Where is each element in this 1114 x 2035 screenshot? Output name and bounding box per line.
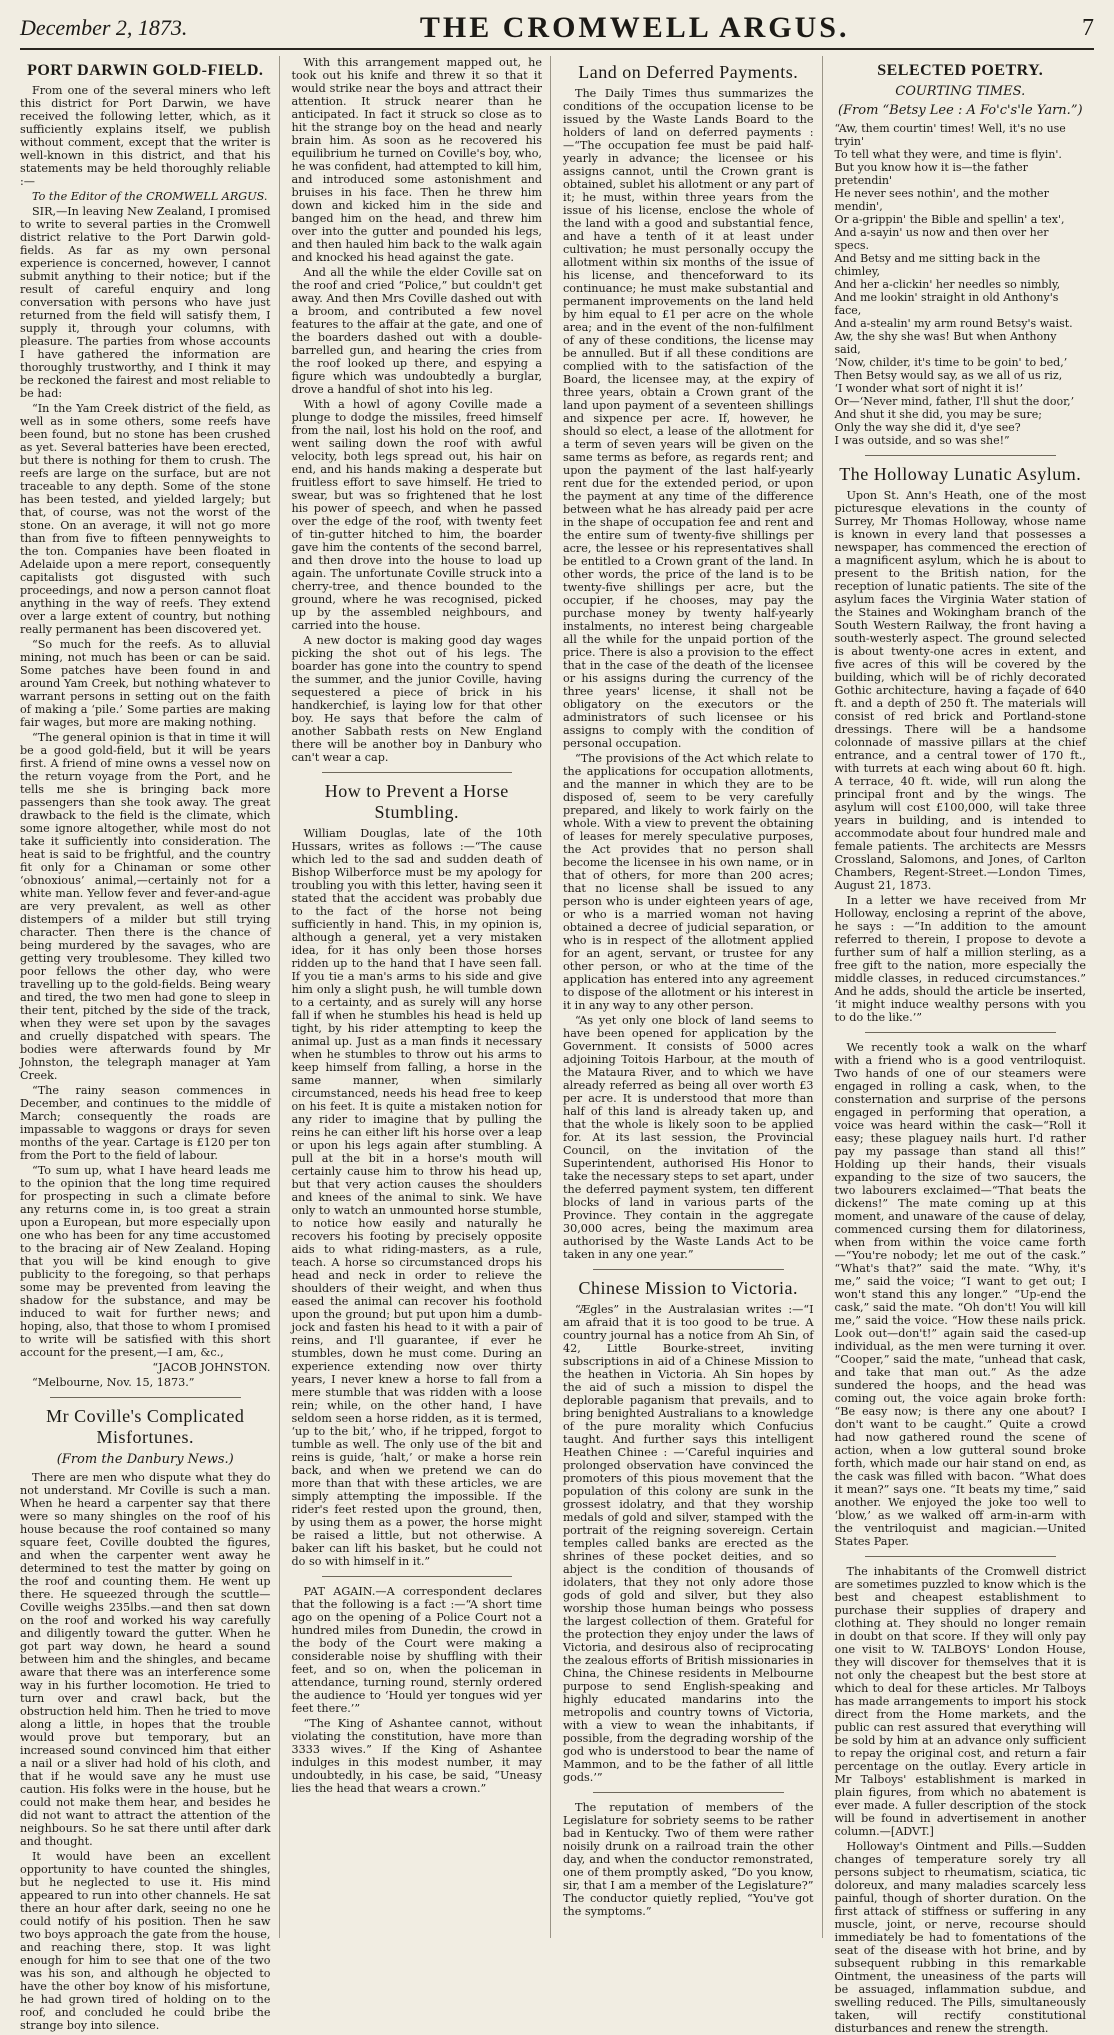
divider: [322, 1576, 513, 1577]
poem-line: Then Betsy would say, as we all of us riz,: [834, 369, 1063, 382]
paragraph: And all the while the elder Coville sat on the roof and cried “Police,” but couldn't get away. And then Mrs Coville dashed out with a broom, and contributed a few novel features to the affair at the gate, and one of the boarders dashed out with a double-barrelled gun, and hearing the cries from the roof looked up there, and espying a figure which was undoubtedly a burglar, drove a handful of shot into his leg.: [291, 266, 542, 396]
poem-title: COURTING TIMES.: [895, 84, 1026, 99]
article-columns: [20, 56, 1094, 2035]
page-number: 7: [1081, 14, 1094, 41]
column-1: [20, 56, 280, 2032]
column-2: [292, 56, 552, 1938]
advertisement-holloway-pills: Holloway's Ointment and Pills.—Sudden changes of temperature sorely try all persons subject to rheumatism, sciatica, tic doloreux, and many maladies scarcely less painful, though of shorter duration. On the first attack of stiffness or suffering in any muscle, joint, or nerve, recourse should immediately be had to fomentations of the seat of the disease with hot brine, and by subsequent rubbing in this remarkable Ointment, the uneasiness of the parts will be assuaged, inflammation subdue, and swelling reduced. The Pills, simultaneously taken, will rectify constitutional disturbances and renew the strength.: [834, 1840, 1086, 2035]
poem-body: [835, 122, 1087, 447]
paragraph: In a letter we have received from Mr Holloway, enclosing a reprint of the above, he says : —“In addition to the amount referred to therein, I propose to devote a further sum of half a million sterling, as a free gift to the nation, more especially the middle classes, in reduced circumstances.” And he adds, should the article be inserted, ‘it might induce wealthy persons with you to do the like.’”: [834, 894, 1086, 1024]
headline-port-darwin: PORT DARWIN GOLD-FIELD.: [27, 62, 264, 79]
article-source: (From the Danbury News.): [56, 1452, 234, 1467]
newspaper-title: THE CROMWELL ARGUS.: [419, 11, 850, 44]
poem-line: Only the way she did it, d'ye see?: [834, 421, 1021, 434]
paragraph: “In the Yam Creek district of the field, as well as in some others, some reefs have been found, but no stone has been crushed as yet. Several batteries have been erected, but there is nothing for them to crush. The reefs are large on the surface, but are not traceable to any depth. Some of the stone has been tested, and yielded largely; but that, of course, was not the worst of the stone. On an average, it will not go more than from five to fifteen pennyweights to the ton. Companies have been floated in Adelaide upon a mere report, consequently capitalists got disgusted with such proceedings, and now a person cannot float anything in the way of reefs. They extend over a large extent of country, but nothing really permanent has been discovered yet.: [20, 402, 271, 636]
letter-signature: “JACOB JOHNSTON.: [152, 1361, 271, 1374]
divider: [865, 455, 1057, 456]
poem-source: (From “Betsy Lee : A Fo'c's'le Yarn.”): [837, 103, 1083, 118]
poem-line: Aw, the shy she was! But when Anthony said,: [834, 330, 1060, 356]
paragraph: PAT AGAIN.—A correspondent declares that the following is a fact :—“A short time ago on the opening of a Police Court not a hundred miles from Dunedin, the crowd in the body of the Court were making a considerable noise by shuffling with their feet, and so on, when the policeman in attendance, turning round, sternly ordered the audience to ‘Hould yer tongues wid yer feet there.’”: [291, 1585, 542, 1715]
paragraph: It would have been an excellent opportunity to have counted the shingles, but he neglected to use it. His mind appeared to run into other channels. He sat there an hour after dark, seeing no one he could notify of his position. Then he saw two boys approach the gate from the house, and reaching there, stop. It was light enough for him to see that one of the two was his son, and although he objected to have the other boy know of his misfortune, he had grown tired of holding on to the roof, and concluded he could bribe the strange boy into silence.: [20, 1850, 271, 2032]
divider: [322, 772, 513, 773]
poem-line: And her a-clickin' her needles so nimbly,: [834, 278, 1061, 291]
poem-line: And a-sayin' us now and then over her specs.: [834, 226, 1052, 252]
paragraph: The reputation of members of the Legislature for sobriety seems to be rather bad in Kentucky. Two of them were rather noisily drunk on a railroad train the other day, and when the conductor remonstrated, one of them promptly asked, “Do you know, sir, that I am a member of the Legislature?” The conductor quietly replied, “You've got the symptoms.”: [563, 1801, 814, 1918]
poem-line: But you know how it is—the father pretendin': [834, 161, 1032, 187]
paragraph: With a howl of agony Coville made a plunge to dodge the missiles, freed himself from the nail, lost his hold on the roof, and went sailing down the roof with awful velocity, both legs spread out, his hair on end, and his hands making a desperate but fruitless effort to save himself. He tried to swear, but was so frightened that he lost his power of speech, and when he passed over the edge of the roof, with twenty feet of tin-gutter hitched to him, the boarder gave him the contents of the second barrel, and then drove into the house to load up again. The unfortunate Coville struck into a cherry-tree, and thence bounded to the ground, where he was recognised, picked up by the assembled neighbours, and carried into the house.: [291, 398, 542, 632]
headline-chinese-mission: Chinese Mission to Victoria.: [578, 1278, 799, 1298]
paragraph: William Douglas, late of the 10th Hussars, writes as follows :—“The cause which led to the sad and sudden death of Bishop Wilberforce must be my apology for troubling you with this letter, having seen it stated that the accident was probably due to the fact of the horse not being sufficiently in hand. This, in my opinion is, although a general, yet a very mistaken idea, for it has only been those horses ridden up to the hand that I have seen fall. If you tie a man's arms to his side and give him only a slight push, he will tumble down to a certainty, and as surely will any horse fall if when he stumbles his head is held up tight, by his rider attempting to keep the animal up. Just as a man finds it necessary when he stumbles to throw out his arms to keep himself from falling, a horse in the same manner, when similarly circumstanced, needs his head free to keep on his feet. It is quite a mistaken notion for any rider to imagine that by pulling the reins he can either lift his horse over a leap or upon his legs again after stumbling. A pull at the bit in a horse's mouth will certainly cause him to throw his head up, but that very action causes the shoulders and knees of the animal to sink. We have only to watch an unmounted horse stumble, to notice how easily and naturally he recovers his footing by precisely opposite aids to what riding-masters, as a rule, teach. A horse so circumstanced drops his head and neck in order to relieve the shoulders of their weight, and when thus eased the animal can recover his foothold upon the ground; but put upon him a dumb-jock and fasten his head to it with a pair of reins, and I'll guarantee, if ever he stumbles, down he must come. During an experience extending now over thirty years, I never knew a horse to fall from a mere stumble that was ridden with a loose rein; while, on the other hand, I have seldom seen a horse ridden, as it is termed, ‘up to the bit,’ who, if he tripped, forgot to tumble as well. The only use of the bit and reins is guide, ‘halt,’ or make a horse rein back, and when we pretend we can do more than that with these articles, we are simply attempting the impossible. If the rider's feet rested upon the ground, then, by using them as a power, the horse might be raised a little, but not otherwise. A baker can lift his basket, but he could not do so with himself in it.”: [291, 827, 542, 1568]
paragraph: “Ægles” in the Australasian writes :—“I am afraid that it is too good to be true. A country journal has a notice from Ah Sin, of 42, Little Bourke-street, inviting subscriptions in aid of a Chinese Mission to the heathen in Victoria. Ah Sin hopes by the aid of such a mission to dispel the deplorable paganism that prevails, and to bring benighted Australians to a knowledge of the pure morality which Confucius taught. And further says this intelligent Heathen Chinee : —‘Careful inquiries and prolonged observation have convinced the promoters of this pious movement that the population of this colony are sunk in the grossest idolatry, and that they worship medals of gold and silver, stamped with the portrait of the reigning sovereign. Certain temples called banks are erected as the shrines of these pocket deities, and so abject is the condition of thousands of idolaters, that they not only adore those gods of gold and silver, but they also worship those human beings who possess the largest collection of them. Grateful for the protection they enjoy under the laws of Victoria, and desirous also of reciprocating the zealous efforts of British missionaries in China, the Chinese residents in Melbourne purpose to send English-speaking and highly educated mandarins into the metropolis and country towns of Victoria, with a view to wean the inhabitants, if possible, from the degrading worship of the god who is understood to bear the name of Mammon, and to be the father of all little gods.’”: [563, 1303, 814, 1784]
paragraph: “So much for the reefs. As to alluvial mining, not much has been or can be said. Some patches have been found in and around Yam Creek, but nothing whatever to warrant persons in setting out on the faith of making a ‘pile.’ Some parties are making fair wages, but more are making nothing.: [20, 638, 271, 729]
divider: [865, 1032, 1057, 1033]
poem-line: And me lookin' straight in old Anthony's face,: [834, 291, 1062, 317]
headline-poetry: SELECTED POETRY.: [877, 62, 1044, 79]
divider: [50, 1397, 241, 1398]
column-4: [834, 56, 1095, 2035]
paragraph: There are men who dispute what they do not understand. Mr Coville is such a man. When he heard a carpenter say that there were so many shingles on the roof of his house because the roof contained so many square feet, Coville doubted the figures, and when the carpenter went away he determined to test the matter by going on the roof and counting them. He went up there. He squeezed through the scuttle—Coville weighs 235lbs.—and then sat down on the roof and worked his way carefully and diligently toward the gutter. When he got part way down, he heard a sound between him and the shingles, and became aware that there was an interference some way in his further locomotion. He tried to turn over and crawl back, but the obstruction held him. Then he tried to move along a little, in hopes that the trouble would prove but temporary, but an increased sound convinced him that either a nail or a sliver had hold of his cloth, and that if he would save any he must use caution. His folks were in the house, but he could not make them hear, and besides he did not want to attract the attention of the neighbours. So he sat there until after dark and thought.: [20, 1471, 271, 1848]
paragraph: “The provisions of the Act which relate to the applications for occupation allotments, and the manner in which they are to be disposed of, seem to be very carefully prepared, and likely to work fairly on the whole. With a view to prevent the obtaining of leases for merely speculative purposes, the Act provides that no person shall become the licensee in his own name, or in that of others, for more than 200 acres; that no license shall be issued to any person who is under eighteen years of age, or who is a married woman not having obtained a decree of judicial separation, or who is in respect of the allotment applied for an agent, servant, or trustee for any other person, or who at the time of the application has entered into any agreement to dispose of the allotment or his interest in it in any way to any other person.: [563, 752, 814, 1012]
poem-line: I was outside, and so was she!”: [834, 434, 1010, 447]
poem-line: ‘Now, childer, it's time to be goin' to bed,’: [834, 356, 1068, 369]
issue-date: December 2, 1873.: [20, 15, 188, 40]
paragraph: “The King of Ashantee cannot, without violating the constitution, have more than 3333 wives.” If the King of Ashantee indulges in this modest number, it may undoubtedly, in his case, be said, “Uneasy lies the head that wears a crown.”: [291, 1717, 542, 1795]
headline-coville: Mr Coville's Complicated Misfortunes.: [46, 1406, 245, 1447]
letter-address: To the Editor of the CROMWELL ARGUS.: [32, 190, 268, 203]
paragraph: We recently took a walk on the wharf with a friend who is a good ventriloquist. Two hands of one of our steamers were engaged in rolling a cask, when, to the consternation and surprise of the persons engaged in performing that operation, a voice was heard within the cask—“Roll it easy; these plaguey nails hurt. I'd rather pay my passage than stand all this!” Holding up their hands, their visuals expanding to the size of two saucers, the two labourers exclaimed—“That beats the dickens!” The mate coming up at this moment, and unaware of the cause of delay, commenced cursing them for dilatoriness, when from within the voice came forth —“You're nobody; let me out of the cask.” “What's that?” said the mate. “Why, it's me,” said the voice; “I want to get out; I won't stand this any longer.” “Up-end the cask,” said the mate. “Oh don't! You will kill me,” said the voice. “How these nails prick. Look out—don't!” again said the cased-up individual, as the men were turning it over. “Cooper,” said the mate, “unhead that cask, and take that man out.” As the adze sundered the hoops, and the head was coming out, the voice again broke forth: “Be easy now; is there any one about? I don't want to be caught.” Quite a crowd had now gathered round the scene of action, when a low gutteral sound broke forth, which made our hair stand on end, as the cask was filled with bacon. “What does it mean?” says one. “It beats my time,” said another. We enjoyed the joke too well to ‘blow,’ as we walked off arm-in-arm with the ventriloquist and magician.—United States Paper.: [834, 1041, 1086, 1548]
paragraph: With this arrangement mapped out, he took out his knife and threw it so that it would strike near the boys and attract their attention. It struck nearer than he anticipated. In fact it struck so close as to hit the strange boy on the head and nearly brain him. As soon as he recovered his equilibrium he turned on Coville's boy, who, he was confident, had attempted to kill him, and introduced some astonishment and bruises in his face. Then he threw him down and kicked him in the side and banged him on the head, and threw him over into the gutter and pounded his legs, and then hauled him back to the walk again and knocked his head against the gate.: [291, 56, 542, 264]
paragraph: “To sum up, what I have heard leads me to the opinion that the long time required for prospecting in such a climate before any returns come in, is too great a strain upon a European, but more especially upon one who has been for any time accustomed to the bracing air of New Zealand. Hoping that you will be kind enough to give publicity to the foregoing, so that perhaps some may be prevented from leaving the shadow for the substance, and may be induced to wait for further news; and hoping, also, that those to whom I promised to write will be satisfied with this short account for the present,—I am, &c.,: [20, 1164, 271, 1359]
poem-line: ‘I wonder what sort of night it is!’: [834, 382, 1024, 395]
poem-line: And Betsy and me sitting back in the chimley,: [834, 252, 1044, 278]
poem-line: To tell what they were, and time is flyin'.: [834, 148, 1062, 161]
headline-holloway-asylum: The Holloway Lunatic Asylum.: [839, 464, 1082, 484]
paragraph: The Daily Times thus summarizes the conditions of the occupation license to be issued by the Waste Lands Board to the holders of land on deferred payments :—“The occupation fee must be paid half-yearly in advance; the licensee or his assigns cannot, until the Crown grant is obtained, sublet his allotment or any part of it; he must, within three years from the issue of his license, enclose the whole of the land with a good and substantial fence, and have a tenth of it at least under cultivation; he must personally occupy the allotment within six months of the issue of his license, and thenceforward to its continuance; he must make substantial and permanent improvements on the land held by him equal to £1 per acre on the whole area; and in the event of the non-fulfilment of any of these conditions, the license may be annulled. But if all these conditions are complied with to the satisfaction of the Board, the licensee may, at the expiry of three years, obtain a Crown grant of the land upon payment of a seventeen shillings and sixpence per acre. If, however, he should so elect, a lease of the allotment for a term of seven years will be given on the same terms as before, as regards rent; and upon the payment of the last half-yearly rent due for the extended period, or upon the payment at any time of the difference between what he has already paid per acre in the shape of occupation fee and rent and the entire sum of twenty-five shillings per acre, the lessee or his representatives shall be entitled to a Crown grant of the land. In other words, the price of the land is to be twenty-five shillings per acre, but the occupier, if he chooses, may pay the purchase money by twenty half-yearly instalments, no interest being chargeable all the while for the unpaid portion of the price. There is also a provision to the effect that in the case of the death of the licensee or his assigns during the currency of the three years' license, it shall not be obligatory on the executors or the administrators of such licensee or his assigns to comply with the condition of personal occupation.: [563, 87, 814, 750]
paragraph: From one of the several miners who left this district for Port Darwin, we have received the following letter, which, as it sufficiently explains itself, we publish without comment, except that the writer is well-known in this district, and that his statements may be held thoroughly reliable :—: [20, 84, 271, 188]
poem-line: And shut it she did, you may be sure;: [834, 408, 1042, 421]
poem-line: Or—‘Never mind, father, I'll shut the door,’: [834, 395, 1075, 408]
paragraph: “The rainy season commences in December, and continues to the middle of March; consequently the roads are impassable to waggons or drays for seven months of the year. Cartage is £120 per ton from the Port to the field of labour.: [20, 1084, 271, 1162]
paragraph: Upon St. Ann's Heath, one of the most picturesque elevations in the county of Surrey, Mr Thomas Holloway, whose name is known in every land that possesses a newspaper, has commenced the erection of a magnificent asylum, which he is about to present to the British nation, for the reception of lunatic patients. The site of the asylum faces the Virginia Water station of the Staines and Wokingham branch of the South Western Railway, the front having a south-westerly aspect. The ground selected is about twenty-one acres in extent, and five acres of this will be covered by the building, which will be of richly decorated Gothic architecture, having a façade of 640 ft. and a depth of 250 ft. The materials will consist of red brick and Portland-stone dressings. There will be a handsome colonnade of massive pillars at the chief entrance, and a central tower of 170 ft., with turrets at each wing about 60 ft. high. A terrace, 40 ft. wide, will run along the principal front and by the wings. The asylum will cost £100,000, will take three years in building, and is intended to accommodate about four hundred male and female patients. The architects are Messrs Crossland, Salomons, and Jones, of Carlton Chambers, Regent-Street.—London Times, August 21, 1873.: [834, 489, 1086, 892]
poem-line: “Aw, them courtin' times! Well, it's no use tryin': [834, 122, 1070, 148]
paragraph: A new doctor is making good day wages picking the shot out of his legs. The boarder has gone into the country to spend the summer, and the junior Coville, having sequestered a piece of brick in his handkerchief, is laying low for that other boy. He says that before the calm of another Sabbath rests on New England there will be another boy in Danbury who can't wear a cap.: [291, 634, 542, 764]
masthead: [20, 8, 1094, 50]
divider: [593, 1792, 784, 1793]
headline-land: Land on Deferred Payments.: [578, 62, 799, 82]
advertisement-talboys: The inhabitants of the Cromwell district are sometimes puzzled to know which is the best and cheapest establishment to purchase their supplies of drapery and clothing at. They should no longer remain in doubt on that score. If they will only pay one visit to W. TALBOYS' London House, they will discover for themselves that it is not only the cheapest but the best store at which to deal for these articles. Mr Talboys has made arrangements to import his stock direct from the Home markets, and the public can rest assured that everything will be sold by him at an advance only sufficient to repay the original cost, and return a fair percentage on the outlay. Every article in Mr Talboys' establishment is marked in plain figures, from which no abatement is ever made. A fuller description of the stock will be found in advertisement in another column.—[ADVT.]: [834, 1565, 1086, 1838]
letter-dateline: “Melbourne, Nov. 15, 1873.”: [32, 1376, 195, 1389]
headline-horse: How to Prevent a Horse Stumbling.: [324, 781, 509, 822]
paragraph: “The general opinion is that in time it will be a good gold-field, but it will be years first. A friend of mine owns a vessel now on the return voyage from the Port, and he tells me she is bringing back more passengers than she took away. The great drawback to the field is the climate, which some ignore altogether, while most do not take it sufficiently into consideration. The heat is said to be frightful, and the country fit only for a Chinaman or some other ‘obnoxious’ animal,—certainly not for a white man. Yellow fever and fever-and-ague are very prevalent, as well as other distempers of a milder but still trying character. Then there is the chance of being murdered by the savages, who are getting very troublesome. They killed two poor fellows the other day, who were travelling up to the gold-fields. Being weary and tired, the two men had gone to sleep in their tent, pitched by the side of the track, when they were set upon by the savages and cruelly dispatched with spears. The bodies were afterwards found by Mr Johnston, the telegraph manager at Yam Creek.: [20, 731, 271, 1082]
divider: [593, 1269, 784, 1270]
column-3: [563, 56, 823, 1938]
divider: [865, 1556, 1057, 1557]
poem-line: And a-stealin' my arm round Betsy's waist.: [834, 317, 1073, 330]
poem-line: Or a-grippin' the Bible and spellin' a tex',: [834, 213, 1065, 226]
poem-line: He never sees nothin', and the mother mendin',: [834, 187, 1053, 213]
paragraph: SIR,—In leaving New Zealand, I promised to write to several parties in the Cromwell district relative to the Port Darwin gold-fields. As far as my own personal experience is concerned, however, I cannot submit anything to their notice; but if the result of careful enquiry and long conversation with persons who have just returned from the field will satisfy them, I supply it, through your columns, with pleasure. The parties from whose accounts I have gathered the information are thoroughly trustworthy, and I think it may be reckoned the fairest and most reliable to be had:: [20, 205, 271, 400]
paragraph: “As yet only one block of land seems to have been opened for application by the Government. It consists of 5000 acres adjoining Toitois Harbour, at the mouth of the Mataura River, and to which we have already referred as being all over worth £3 per acre. It is understood that more than half of this land is already taken up, and that the whole is likely soon to be applied for. At its last session, the Provincial Council, on the invitation of the Superintendent, authorised His Honor to take the necessary steps to set apart, under the deferred payment system, ten different blocks of land in various parts of the Province. They contain in the aggregate 30,000 acres, being the maximum area authorised by the Waste Lands Act to be taken in any one year.”: [563, 1014, 814, 1261]
